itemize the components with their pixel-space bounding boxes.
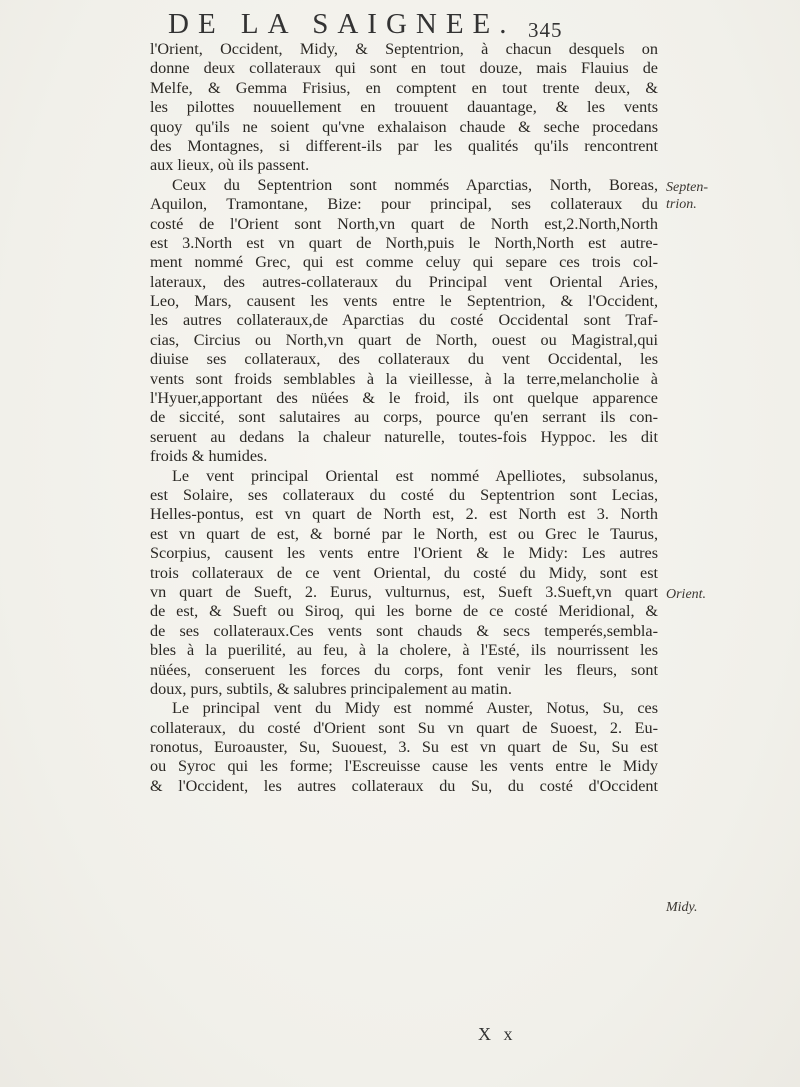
text-line: de est, & Sueft ou Siroq, qui les borne de ce costé Meridional, & (150, 602, 658, 621)
text-line: Melfe, & Gemma Frisius, en comptent en tout trente deux, & (150, 78, 658, 97)
margin-note-orient: Orient. (666, 587, 707, 602)
text-line: l'Orient, Occident, Midy, & Septentrion, à chacun desquels on (150, 40, 658, 58)
text-line: bles à la puerilité, au feu, à la cholere, à l'Esté, ils nourrissent les (150, 641, 658, 660)
text-line: Aquilon, Tramontane, Bize: pour principal, ses collateraux du (150, 195, 658, 214)
running-head: DE LA SAIGNEE. (168, 8, 516, 40)
text-line: est 3.North est vn quart de North,puis le North,North est autre- (150, 233, 658, 252)
text-line: Scorpius, causent les vents entre l'Orient & le Midy: Les autres (150, 544, 658, 563)
margin-note-septentrion: Septen- (666, 180, 708, 195)
body-text (150, 40, 658, 796)
text-line: seruent au dedans la chaleur naturelle, toutes-fois Hyppoc. les dit (150, 427, 658, 446)
text-line: collateraux, du costé d'Orient sont Su vn quart de Suoest, 2. Eu- (150, 718, 658, 737)
text-line: vents sont froids semblables à la vieillesse, à la terre,melancholie à (150, 369, 658, 388)
margin-note-midy: Midy. (666, 900, 698, 915)
text-line: doux, purs, subtils, & salubres principalement au matin. (150, 679, 512, 698)
text-line: donne deux collateraux qui sont en tout douze, mais Flauius de (150, 59, 658, 78)
text-line: trois collateraux de ce vent Oriental, du costé du Midy, sont est (150, 563, 658, 582)
signature-mark: X x (478, 1024, 517, 1044)
text-line: ronotus, Euroauster, Su, Suouest, 3. Su est vn quart de Su, Su est (150, 738, 658, 757)
margin-note-septentrion-cont: trion. (666, 197, 697, 212)
text-line: Leo, Mars, causent les vents entre le Septentrion, & l'Occident, (150, 292, 658, 311)
text-line: est Solaire, ses collateraux du costé du Septentrion sont Lecias, (150, 485, 658, 504)
text-line: vn quart de Sueft, 2. Eurus, vulturnus, est, Sueft 3.Sueft,vn quart (150, 582, 658, 601)
text-line: ment nommé Grec, qui est comme celuy qui separe ces trois col- (150, 253, 658, 272)
text-line: nüées, conseruent les forces du corps, font venir les fleurs, sont (150, 660, 658, 679)
text-line: quoy qu'ils ne soient qu'vne exhalaison chaude & seche procedans (150, 117, 658, 136)
text-line: de siccité, sont salutaires au corps, pource qu'en serrant ils con- (150, 408, 658, 427)
text-line: de ses collateraux.Ces vents sont chauds & secs temperés,sembla- (150, 621, 658, 640)
text-line: Helles-pontus, est vn quart de North est, 2. est North est 3. North (150, 505, 658, 524)
text-line: des Montagnes, si different-ils par les qualités qu'ils rencontrent (150, 136, 658, 155)
text-line: Ceux du Septentrion sont nommés Aparctias, North, Boreas, (172, 175, 658, 194)
text-line: & l'Occident, les autres collateraux du Su, du costé d'Occident (150, 776, 658, 795)
page-number: 345 (528, 18, 563, 42)
text-line: diuise ses collateraux, des collateraux du vent Occidental, les (150, 350, 658, 369)
text-line: ou Syroc qui les forme; l'Escreuisse cause les vents entre le Midy (150, 757, 658, 776)
text-line: aux lieux, où ils passent. (150, 156, 310, 175)
text-line: froids & humides. (150, 447, 268, 466)
text-line: Le vent principal Oriental est nommé Apelliotes, subsolanus, (172, 466, 658, 485)
text-line: les pilottes nouuellement en trouuent dauantage, & les vents (150, 98, 658, 117)
text-line: costé de l'Orient sont North,vn quart de North est,2.North,North (150, 214, 658, 233)
text-line: Le principal vent du Midy est nommé Auster, Notus, Su, ces (172, 699, 658, 718)
text-line: lateraux, des autres-collateraux du Principal vent Oriental Aries, (150, 272, 658, 291)
text-line: cias, Circius ou North,vn quart de North, ouest ou Magistral,qui (150, 330, 658, 349)
text-line: l'Hyuer,apportant des nüées & le froid, ils ont quelque apparence (150, 389, 658, 408)
text-line: les autres collateraux,de Aparctias du costé Occidental sont Traf- (150, 311, 658, 330)
text-line: est vn quart de est, & borné par le North, est ou Grec le Taurus, (150, 524, 658, 543)
